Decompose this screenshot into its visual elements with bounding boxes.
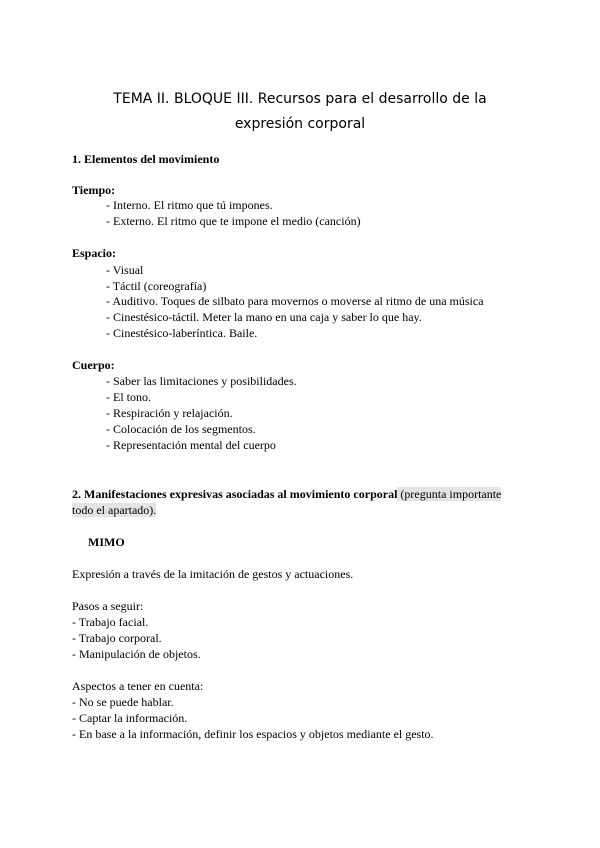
espacio-label: Espacio: [72, 246, 117, 260]
list-item: - Visual [106, 263, 144, 277]
mimo-intro: Expresión a través de la imitación de gestos y actuaciones. [72, 567, 354, 581]
title-line-1: TEMA II. BLOQUE III. Recursos para el desarrollo de la [113, 91, 487, 107]
list-item: - Captar la información. [72, 711, 188, 725]
list-item: - Táctil (coreografía) [106, 279, 207, 293]
list-item: - Saber las limitaciones y posibilidades. [106, 374, 297, 388]
list-item: - Trabajo facial. [72, 615, 149, 629]
mimo-heading: MIMO [88, 535, 125, 549]
section-1-heading: 1. Elementos del movimiento [72, 152, 220, 166]
list-item: - En base a la información, definir los espacios y objetos mediante el gesto. [72, 727, 434, 741]
list-item: - Externo. El ritmo que te impone el medio (canción) [106, 214, 361, 228]
list-item: - Trabajo corporal. [72, 631, 162, 645]
highlighted-note: (pregunta importante [397, 487, 502, 501]
list-item: - Cinestésico-laberíntica. Baile. [106, 326, 258, 340]
section-2-heading: 2. Manifestaciones expresivas asociadas al movimiento corporal [72, 487, 398, 501]
title-line-2: expresión corporal [234, 116, 366, 132]
cuerpo-label: Cuerpo: [72, 358, 115, 372]
aspectos-label: Aspectos a tener en cuenta: [72, 679, 204, 693]
list-item: - El tono. [106, 390, 151, 404]
list-item: - Representación mental del cuerpo [106, 438, 276, 452]
list-item: - Interno. El ritmo que tú impones. [106, 198, 273, 212]
highlighted-note: todo el apartado). [72, 503, 157, 517]
list-item: - Respiración y relajación. [106, 406, 233, 420]
list-item: - Cinestésico-táctil. Meter la mano en una caja y saber lo que hay. [106, 310, 422, 324]
tiempo-label: Tiempo: [72, 183, 116, 197]
list-item: - Auditivo. Toques de silbato para movernos o moverse al ritmo de una música [106, 294, 484, 308]
list-item: - No se puede hablar. [72, 695, 174, 709]
document-title [60, 87, 540, 137]
list-item: - Colocación de los segmentos. [106, 422, 256, 436]
list-item: - Manipulación de objetos. [72, 647, 201, 661]
pasos-label: Pasos a seguir: [72, 599, 144, 613]
section-2-note-line-2 [72, 502, 156, 518]
section-2-heading-line [72, 486, 501, 502]
